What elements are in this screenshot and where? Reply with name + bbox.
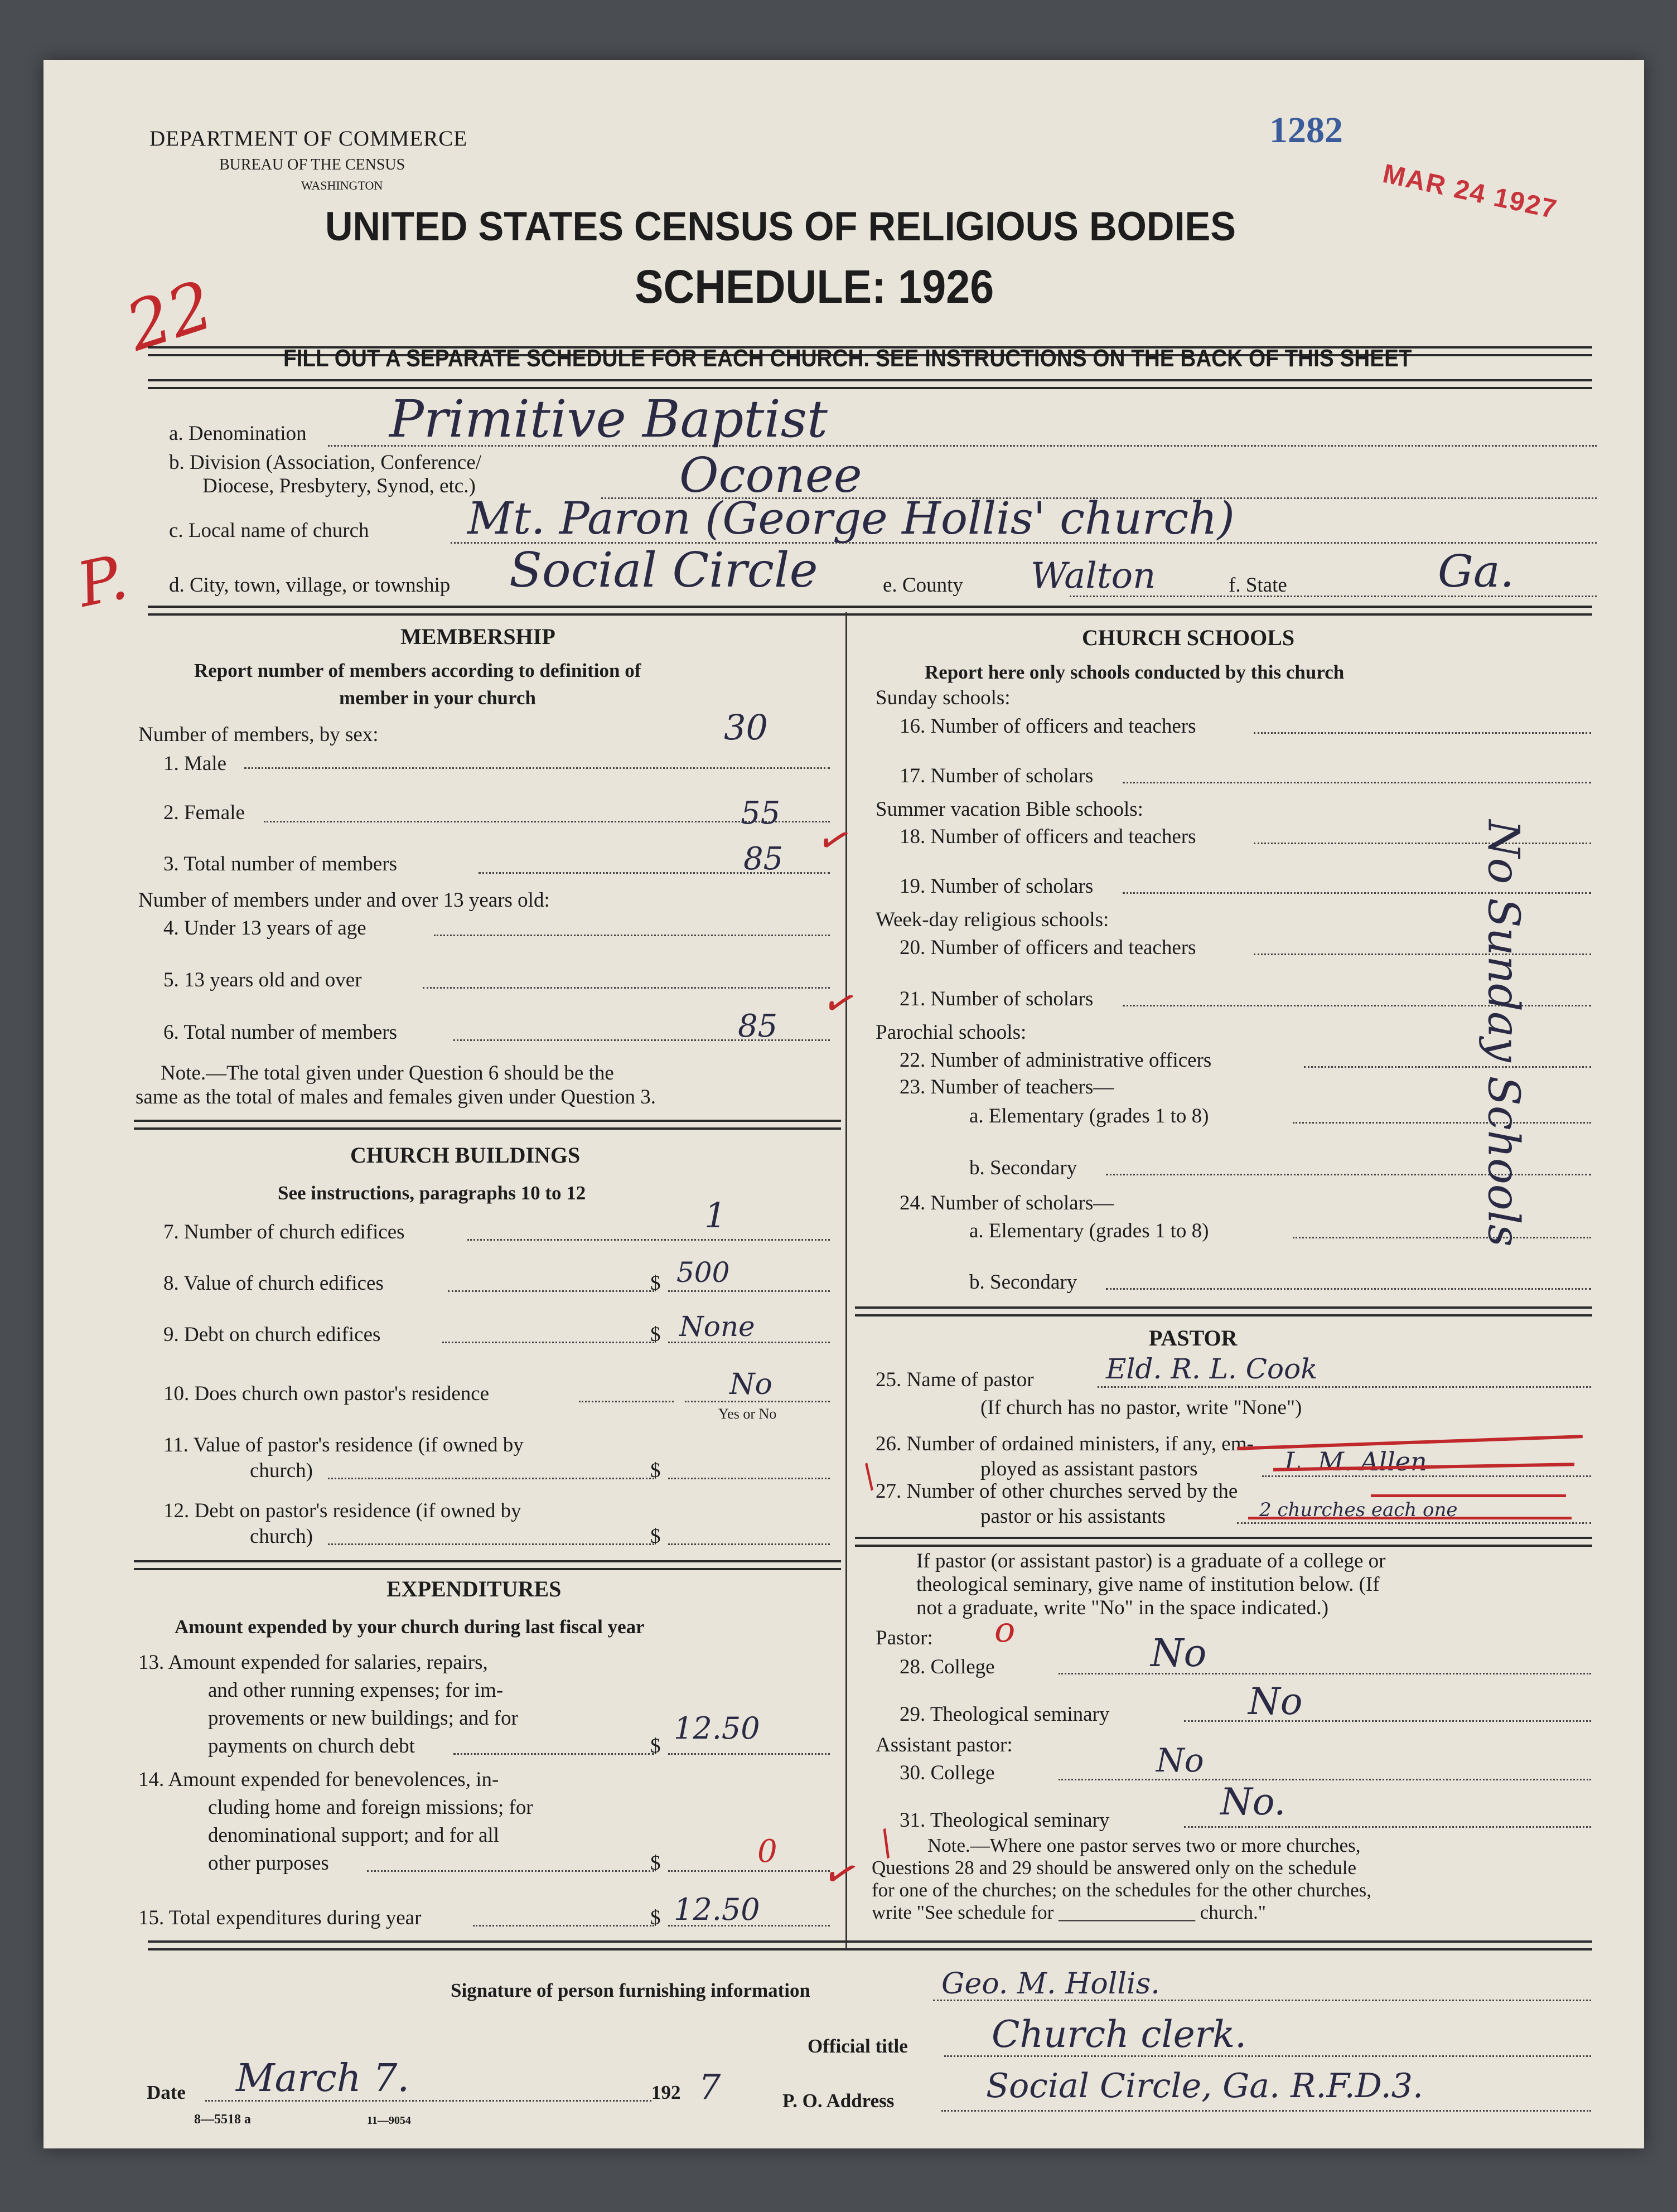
state-value: Ga. <box>1438 545 1515 597</box>
q7-label: 7. Number of church edifices <box>163 1221 405 1243</box>
red-tally-mark: 22 <box>117 266 223 367</box>
q5-line <box>423 987 830 989</box>
pastor-red-circle-mark: o <box>994 1609 1016 1650</box>
q24b-label: b. Secondary <box>969 1271 1077 1294</box>
pastor-note-4: write "See schedule for ______________ church." <box>872 1901 1267 1923</box>
q29-value: No <box>1248 1680 1303 1723</box>
q23b-label: b. Secondary <box>969 1156 1077 1179</box>
q13-value: 12.50 <box>674 1711 760 1746</box>
q24-label: 24. Number of scholars— <box>900 1192 1114 1214</box>
q9-dollar: $ <box>650 1323 661 1346</box>
denomination-label: a. Denomination <box>169 422 307 445</box>
q14-label-2: cluding home and foreign missions; for <box>208 1796 533 1819</box>
header-bottom-rule <box>148 379 1592 389</box>
footer-rule <box>148 1940 1592 1950</box>
local-name-value: Mt. Paron (George Hollis' church) <box>467 492 1235 544</box>
q14-line <box>367 1870 654 1872</box>
q30-line <box>1059 1779 1591 1780</box>
q12-label-2: church) <box>250 1525 313 1548</box>
q22-line <box>1304 1066 1591 1068</box>
q15-label: 15. Total expenditures during year <box>138 1906 422 1929</box>
by-sex-label: Number of members, by sex: <box>138 723 379 746</box>
red-side-mark: P. <box>71 541 134 621</box>
q10-value: No <box>729 1368 772 1401</box>
schedule-title: SCHEDULE: 1926 <box>635 260 994 313</box>
year-value: 7 <box>699 2066 721 2107</box>
q6-value: 85 <box>738 1008 778 1044</box>
buildings-heading: CHURCH BUILDINGS <box>350 1143 581 1168</box>
q10-label: 10. Does church own pastor's residence <box>163 1382 490 1405</box>
q8-label: 8. Value of church edifices <box>163 1272 384 1295</box>
department-label: DEPARTMENT OF COMMERCE <box>149 127 468 151</box>
q1-value: 30 <box>724 707 768 748</box>
q4-label: 4. Under 13 years of age <box>163 917 366 940</box>
membership-note-2: same as the total of males and females given under Question 3. <box>136 1086 656 1109</box>
pastor-heading: PASTOR <box>1149 1325 1238 1351</box>
q8-amount-line <box>668 1290 830 1292</box>
membership-note-1: Note.—The total given under Question 6 should be the <box>161 1062 614 1085</box>
division-label-2: Diocese, Presbytery, Synod, etc.) <box>202 475 476 497</box>
pastor-rule <box>855 1537 1592 1547</box>
buildings-rule <box>134 1560 841 1570</box>
po-address-line <box>941 2110 1591 2112</box>
q31-line <box>1184 1826 1591 1828</box>
q20-label: 20. Number of officers and teachers <box>900 936 1196 959</box>
q13-amount-line <box>668 1753 830 1755</box>
q23-label: 23. Number of teachers— <box>900 1076 1114 1098</box>
q12-label: 12. Debt on pastor's residence (if owned by <box>163 1499 521 1522</box>
print-number: 11—9054 <box>367 2114 411 2127</box>
q23a-label: a. Elementary (grades 1 to 8) <box>969 1105 1209 1127</box>
q9-value: None <box>679 1310 755 1343</box>
q24a-line <box>1293 1237 1591 1238</box>
q9-line <box>442 1342 654 1343</box>
q2-label: 2. Female <box>163 801 245 824</box>
q14-checkmark-icon: ✓ <box>817 1845 866 1903</box>
q8-dollar: $ <box>650 1272 661 1295</box>
q18-line <box>1254 843 1591 844</box>
q30-value: No <box>1156 1741 1204 1779</box>
membership-sub-1: Report number of members according to definition of <box>194 660 641 681</box>
q24a-label: a. Elementary (grades 1 to 8) <box>969 1219 1209 1242</box>
q31-value: No. <box>1220 1780 1286 1823</box>
q12-amount-line <box>668 1543 830 1545</box>
q3-checkmark-icon: ✓ <box>811 813 858 868</box>
local-name-label: c. Local name of church <box>169 519 369 542</box>
form-title: UNITED STATES CENSUS OF RELIGIOUS BODIES <box>325 204 1236 249</box>
q6-checkmark-icon: ✓ <box>817 976 864 1030</box>
q26-label: 26. Number of ordained ministers, if any, em- <box>876 1432 1254 1455</box>
graduate-note-3: not a graduate, write "No" in the space indicated.) <box>916 1596 1329 1619</box>
date-value: March 7. <box>236 2056 410 2100</box>
denomination-value: Primitive Baptist <box>389 389 828 449</box>
q16-line <box>1254 732 1591 734</box>
q26-red-tick: / <box>854 1456 883 1495</box>
assistant-label: Assistant pastor: <box>876 1734 1013 1756</box>
buildings-sub: See instructions, paragraphs 10 to 12 <box>278 1182 586 1204</box>
q7-line <box>467 1239 830 1241</box>
schools-sub: Report here only schools conducted by this church <box>925 661 1345 683</box>
q28-label: 28. College <box>900 1656 995 1678</box>
q3-label: 3. Total number of members <box>163 853 398 875</box>
graduate-note-1: If pastor (or assistant pastor) is a graduate of a college or <box>916 1550 1386 1572</box>
q26-value: L. M. Allen <box>1284 1446 1427 1477</box>
pastor-note-2: Questions 28 and 29 should be answered only on the schedule <box>872 1857 1357 1879</box>
q27-red-strike-2 <box>1248 1517 1572 1519</box>
membership-sub-2: member in your church <box>339 687 536 709</box>
q18-label: 18. Number of officers and teachers <box>900 825 1196 848</box>
county-value: Walton <box>1031 555 1156 597</box>
q2-value: 55 <box>741 795 781 831</box>
q13-label-3: provements or new buildings; and for <box>208 1707 518 1730</box>
q14-dollar: $ <box>650 1852 661 1875</box>
membership-rule <box>134 1120 841 1130</box>
pastor-note-1: Note.—Where one pastor serves two or more churches, <box>927 1835 1361 1856</box>
q29-line <box>1184 1720 1591 1722</box>
q12-line <box>328 1543 654 1545</box>
q27-red-strike <box>1371 1494 1566 1497</box>
section-rule <box>148 606 1592 616</box>
q15-value: 12.50 <box>674 1892 760 1927</box>
official-title-value: Church clerk. <box>992 2013 1247 2056</box>
expenditures-sub: Amount expended by your church during last fiscal year <box>175 1616 645 1638</box>
q16-label: 16. Number of officers and teachers <box>900 715 1196 738</box>
q27-value: 2 churches each one <box>1259 1499 1458 1521</box>
q14-label-3: denominational support; and for all <box>208 1824 499 1847</box>
q1-label: 1. Male <box>163 752 227 775</box>
instruction-banner: FILL OUT A SEPARATE SCHEDULE FOR EACH CHURCH. SEE INSTRUCTIONS ON THE BACK OF THIS SHEET <box>283 345 1412 372</box>
q4-line <box>434 935 830 936</box>
division-label: b. Division (Association, Conference/ <box>169 451 482 474</box>
q8-line <box>448 1290 654 1292</box>
q29-label: 29. Theological seminary <box>900 1703 1110 1726</box>
year-prefix: 192 <box>651 2082 681 2103</box>
q25-value: Eld. R. L. Cook <box>1106 1353 1318 1385</box>
po-address-value: Social Circle, Ga. R.F.D.3. <box>986 2066 1424 2105</box>
q13-label-2: and other running expenses; for im- <box>208 1679 504 1702</box>
q15-dollar: $ <box>650 1906 661 1929</box>
q25-line <box>1098 1386 1591 1388</box>
census-schedule-sheet <box>44 60 1644 2148</box>
po-address-label: P. O. Address <box>782 2090 895 2112</box>
pastor-label: Pastor: <box>876 1627 933 1649</box>
form-number: 8—5518 a <box>194 2112 251 2127</box>
q13-label-4: payments on church debt <box>208 1735 415 1758</box>
q13-line <box>453 1753 654 1755</box>
summer-label: Summer vacation Bible schools: <box>876 798 1143 821</box>
q1-line <box>244 767 830 769</box>
pastor-note-3: for one of the churches; on the schedules for the other churches, <box>872 1879 1372 1901</box>
county-label: e. County <box>883 574 963 597</box>
q15-line <box>473 1925 654 1927</box>
q13-label-1: 13. Amount expended for salaries, repairs, <box>138 1651 488 1674</box>
q11-line <box>328 1478 654 1479</box>
q12-dollar: $ <box>650 1525 661 1548</box>
q23a-line <box>1293 1122 1591 1124</box>
q25-label: 25. Name of pastor <box>876 1368 1034 1391</box>
q5-label: 5. 13 years old and over <box>163 969 362 991</box>
q28-value: No <box>1151 1632 1207 1676</box>
q20-line <box>1254 953 1591 955</box>
signature-value: Geo. M. Hollis. <box>941 1967 1160 2001</box>
bureau-label: BUREAU OF THE CENSUS <box>219 156 405 173</box>
q11-amount-line <box>668 1478 830 1479</box>
expenditures-heading: EXPENDITURES <box>386 1576 562 1601</box>
q27-label: 27. Number of other churches served by the <box>876 1480 1238 1503</box>
q14-label-4: other purposes <box>208 1852 329 1875</box>
q27-label-2: pastor or his assistants <box>980 1505 1166 1528</box>
q26-label-2: ployed as assistant pastors <box>980 1458 1198 1480</box>
division-value: Oconee <box>679 448 862 504</box>
q14-label-1: 14. Amount expended for benevolences, in- <box>138 1768 499 1791</box>
q6-label: 6. Total number of members <box>163 1021 398 1044</box>
q10-line <box>579 1401 674 1402</box>
pastor-note-red-mark: / <box>872 1822 900 1863</box>
q7-value: 1 <box>704 1195 727 1236</box>
yes-no-hint: Yes or No <box>718 1406 777 1422</box>
q3-value: 85 <box>743 841 784 877</box>
graduate-note-2: theological seminary, give name of institution below. (If <box>916 1573 1380 1596</box>
q11-label-2: church) <box>250 1459 313 1482</box>
q25-note: (If church has no pastor, write "None") <box>980 1396 1302 1419</box>
signature-label: Signature of person furnishing information <box>451 1979 810 2001</box>
q9-label: 9. Debt on church edifices <box>163 1323 381 1346</box>
city-label: WASHINGTON <box>301 178 383 192</box>
column-divider <box>845 612 847 1950</box>
q21-label: 21. Number of scholars <box>900 988 1094 1010</box>
q14-value: 0 <box>757 1833 777 1870</box>
q17-label: 17. Number of scholars <box>900 764 1094 787</box>
serial-number: 1282 <box>1269 110 1343 151</box>
q8-value: 500 <box>676 1256 730 1289</box>
q14-amount-line <box>668 1870 830 1872</box>
city-line <box>1070 596 1597 597</box>
q30-label: 30. College <box>900 1761 995 1784</box>
q28-line <box>1059 1673 1591 1674</box>
received-date-stamp: MAR 24 1927 <box>1380 158 1560 225</box>
parochial-label: Parochial schools: <box>876 1021 1027 1044</box>
q24b-line <box>1106 1288 1591 1290</box>
q19-label: 19. Number of scholars <box>900 875 1094 898</box>
q17-line <box>1123 782 1591 783</box>
schools-vertical-answer: No Sunday Schools <box>1478 820 1529 1247</box>
q11-label: 11. Value of pastor's residence (if owned by <box>163 1434 524 1456</box>
q11-dollar: $ <box>650 1459 661 1482</box>
q13-dollar: $ <box>650 1735 661 1758</box>
q31-label: 31. Theological seminary <box>900 1809 1110 1832</box>
q22-label: 22. Number of administrative officers <box>900 1049 1212 1072</box>
official-title-label: Official title <box>808 2035 908 2057</box>
q27-line <box>1237 1522 1591 1524</box>
schools-rule <box>855 1306 1592 1316</box>
by-age-label: Number of members under and over 13 years old: <box>138 889 550 912</box>
city-town-label: d. City, town, village, or township <box>169 574 451 597</box>
sunday-label: Sunday schools: <box>876 686 1011 709</box>
date-label: Date <box>147 2082 186 2103</box>
state-label: f. State <box>1229 574 1287 597</box>
city-town-value: Social Circle <box>509 543 818 598</box>
membership-heading: MEMBERSHIP <box>400 624 555 649</box>
weekday-label: Week-day religious schools: <box>876 908 1109 931</box>
schools-heading: CHURCH SCHOOLS <box>1082 625 1295 650</box>
